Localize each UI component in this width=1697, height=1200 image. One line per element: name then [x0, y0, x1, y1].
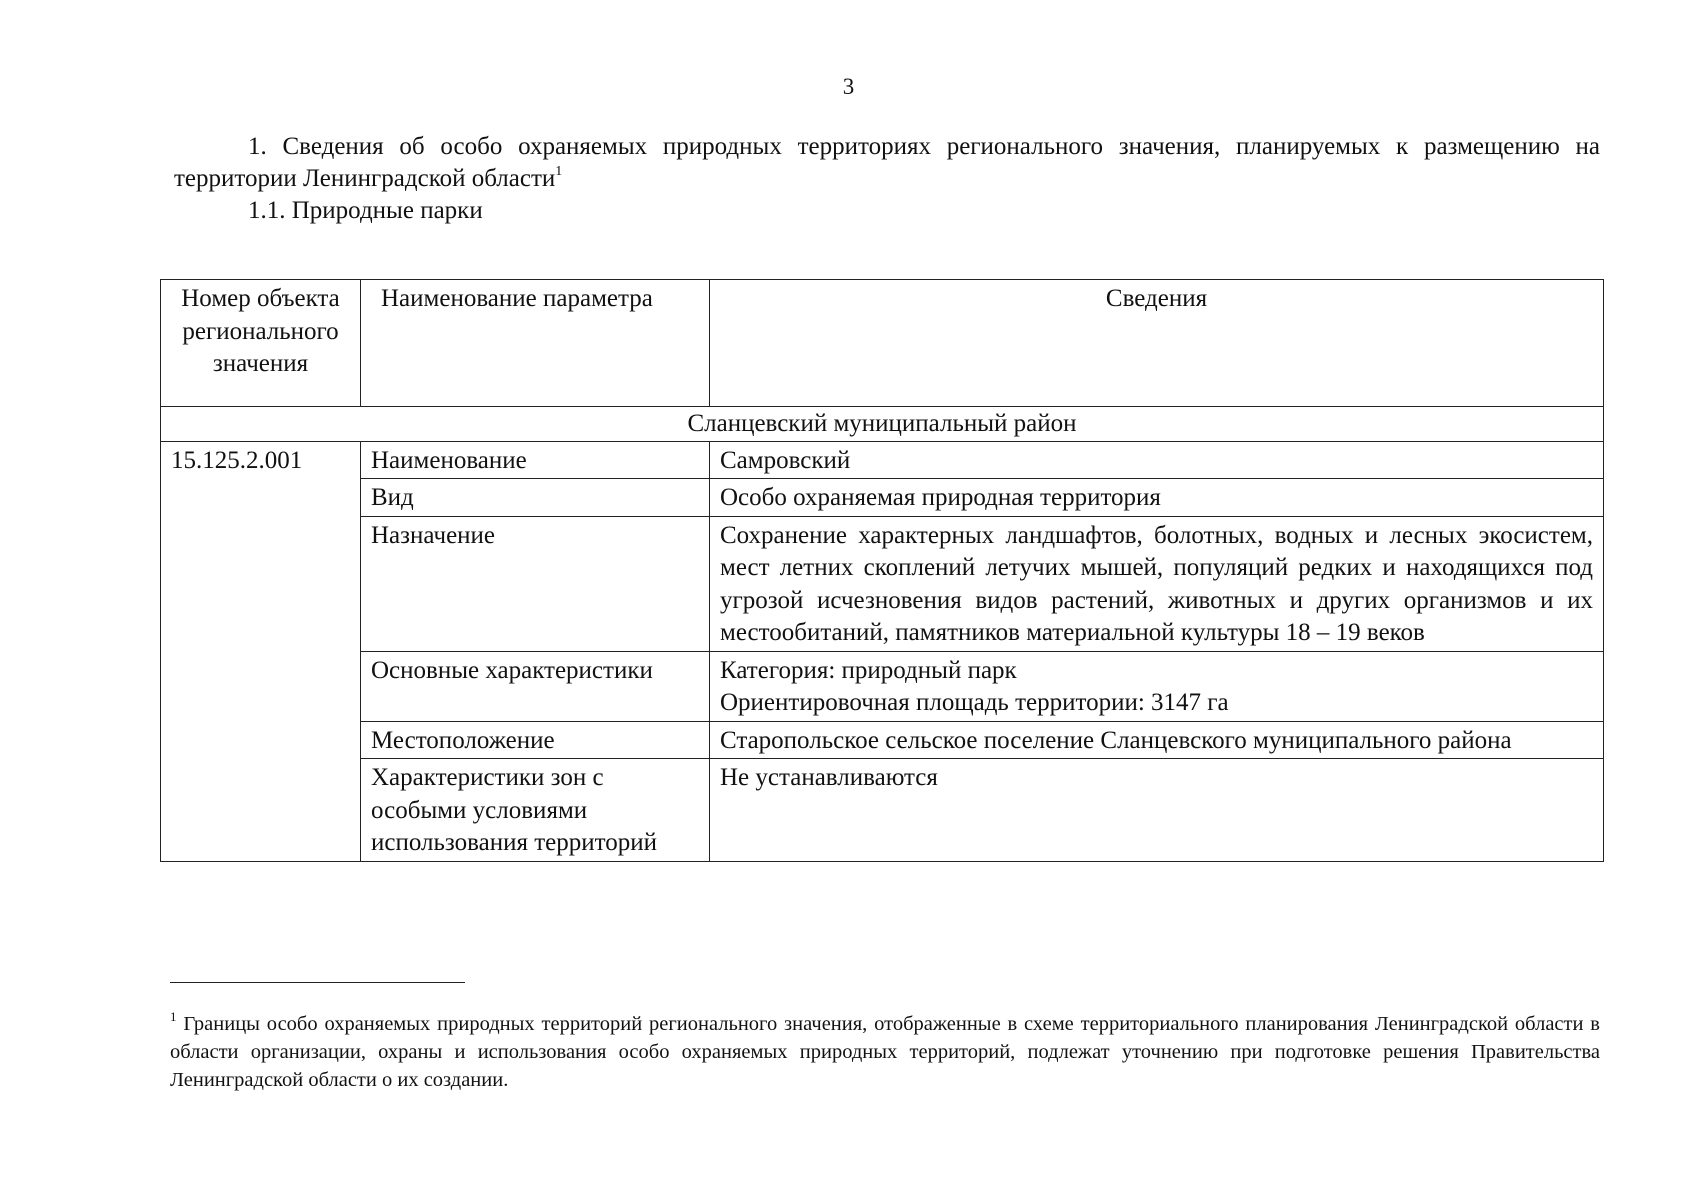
parameter-name: Назначение	[361, 516, 710, 651]
section-heading	[174, 131, 1600, 227]
parameter-value: Сохранение характерных ландшафтов, болотных, водных и лесных экосистем, мест летних скоплений летучих мышей, популяций редких и находящихся под угрозой исчезновения видов растений, животных и других организмов и их местообитаний, памятников материальной культуры 18 – 19 веков	[710, 516, 1604, 651]
district-name: Сланцевский муниципальный район	[161, 407, 1604, 442]
parameters-table	[160, 279, 1604, 862]
area-line: Ориентировочная площадь территории: 3147 га	[720, 689, 1229, 716]
section-title	[174, 131, 1600, 195]
category-line: Категория: природный парк	[720, 656, 1017, 684]
table-row	[161, 441, 1604, 479]
subsection-title: 1.1. Природные парки	[248, 197, 483, 224]
page-number: 3	[842, 74, 855, 99]
table-row	[161, 651, 1604, 721]
footnote-reference: 1	[555, 164, 563, 179]
parameter-name: Характеристики зон с особыми условиями использования территорий	[361, 759, 710, 862]
parameter-name: Вид	[361, 479, 710, 517]
parameter-name: Основные характеристики	[361, 651, 710, 721]
section-title-text: 1. Сведения об особо охраняемых природных территориях регионального значения, планируемых к размещению на территории Ленинградской области	[174, 133, 1600, 192]
table-row	[161, 479, 1604, 517]
footnote-marker: 1	[170, 1009, 177, 1024]
footnote-text: Границы особо охраняемых природных территорий регионального значения, отображенные в схеме территориального планирования Ленинградской области в области организации, охраны и использования особо охраняемых природных территорий, подлежат уточнению при подготовке решения Правительства Ленинградской области о их создании.	[170, 1013, 1600, 1091]
footnote	[170, 1010, 1600, 1094]
parameter-value: Старопольское сельское поселение Сланцевского муниципального района	[710, 721, 1604, 759]
parameter-value: Самровский	[710, 441, 1604, 479]
header-info: Сведения	[710, 280, 1604, 407]
object-number: 15.125.2.001	[161, 441, 361, 861]
table-header-row	[161, 280, 1604, 407]
parameter-value: Не устанавливаются	[710, 759, 1604, 862]
footnote-separator	[170, 982, 465, 983]
parameter-value: Особо охраняемая природная территория	[710, 479, 1604, 517]
parameter-name: Местоположение	[361, 721, 710, 759]
table-row	[161, 721, 1604, 759]
header-parameter-name: Наименование параметра	[361, 280, 710, 407]
parameter-value	[710, 651, 1604, 721]
table-row	[161, 759, 1604, 862]
header-object-number: Номер объекта регионального значения	[161, 280, 361, 407]
district-row	[161, 407, 1604, 442]
parameter-name: Наименование	[361, 441, 710, 479]
table-row	[161, 516, 1604, 651]
